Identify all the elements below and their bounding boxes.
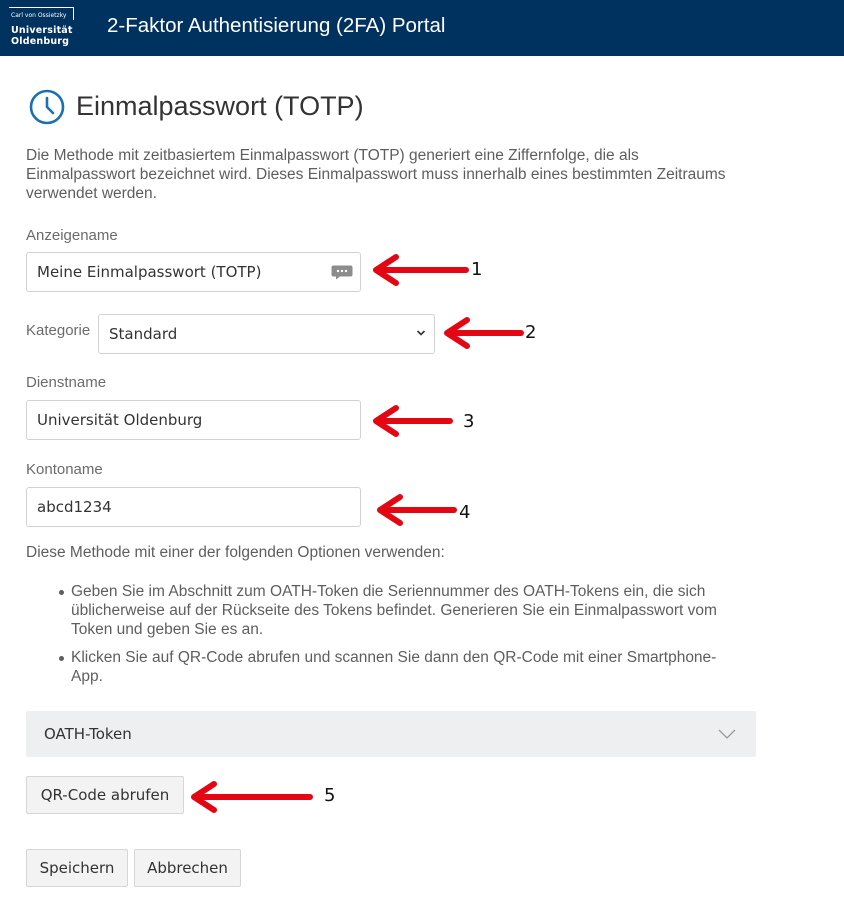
- clock-icon: [29, 89, 65, 125]
- cancel-button[interactable]: Abbrechen: [134, 849, 241, 887]
- service-name-value: Universität Oldenburg: [37, 411, 203, 429]
- method-description: Die Methode mit zeitbasiertem Einmalpasswort (TOTP) generiert eine Ziffernfolge, die als Einmalpasswort bezeichnet wird. Dieses Einmalpasswort muss innerhalb eines bestimmten Zeitraums verwendet werden.: [26, 147, 726, 202]
- header-bar: [0, 0, 844, 56]
- annotation-arrow-4: [374, 493, 458, 527]
- annotation-marker-2: 2: [525, 322, 537, 343]
- display-name-value: Meine Einmalpasswort (TOTP): [37, 263, 262, 281]
- save-button[interactable]: Speichern: [26, 849, 128, 887]
- annotation-marker-5: 5: [324, 785, 336, 806]
- option-item: Geben Sie im Abschnitt zum OATH-Token die Seriennummer des OATH-Tokens ein, die sich üblicherweise auf der Rückseite des Tokens befindet. Generieren Sie ein Einmalpasswort vom Token und geben Sie es an.: [71, 582, 736, 639]
- account-name-field[interactable]: [26, 487, 361, 527]
- category-label: Kategorie: [26, 322, 91, 339]
- options-intro: Diese Methode mit einer der folgenden Optionen verwenden:: [26, 544, 445, 561]
- password-dots-icon[interactable]: [331, 265, 353, 280]
- portal-title: 2-Faktor Authentisierung (2FA) Portal: [107, 14, 446, 37]
- annotation-arrow-1: [370, 253, 470, 287]
- option-item: Klicken Sie auf QR-Code abrufen und scannen Sie dann den QR-Code mit einer Smartphone-App.: [71, 648, 736, 686]
- annotation-arrow-2: [441, 316, 525, 350]
- annotation-arrow-3: [370, 404, 454, 438]
- university-logo[interactable]: [9, 7, 75, 51]
- oath-token-accordion[interactable]: [26, 711, 756, 757]
- annotation-arrow-5: [188, 780, 316, 814]
- account-name-value: abcd1234: [37, 498, 112, 516]
- display-name-label: Anzeigename: [26, 227, 118, 244]
- chevron-down-icon: [718, 729, 736, 739]
- accordion-label: OATH-Token: [44, 725, 132, 743]
- annotation-marker-1: 1: [471, 259, 483, 280]
- logo-line-small: Carl von Ossietzky: [11, 12, 67, 19]
- category-select[interactable]: [98, 314, 435, 354]
- annotation-marker-3: 3: [463, 411, 475, 432]
- category-selected-value: Standard: [109, 325, 178, 343]
- options-list: [26, 582, 736, 695]
- account-name-label: Kontoname: [26, 461, 103, 478]
- annotation-marker-4: 4: [459, 502, 471, 523]
- logo-line-2: Oldenburg: [11, 36, 70, 47]
- page-title: Einmalpasswort (TOTP): [76, 91, 364, 121]
- display-name-field[interactable]: [26, 252, 361, 292]
- service-name-field[interactable]: [26, 400, 361, 440]
- logo-line-1: Universität: [11, 25, 73, 36]
- get-qr-code-button[interactable]: QR-Code abrufen: [26, 776, 184, 814]
- chevron-down-icon: [416, 329, 426, 337]
- service-name-label: Dienstname: [26, 374, 107, 391]
